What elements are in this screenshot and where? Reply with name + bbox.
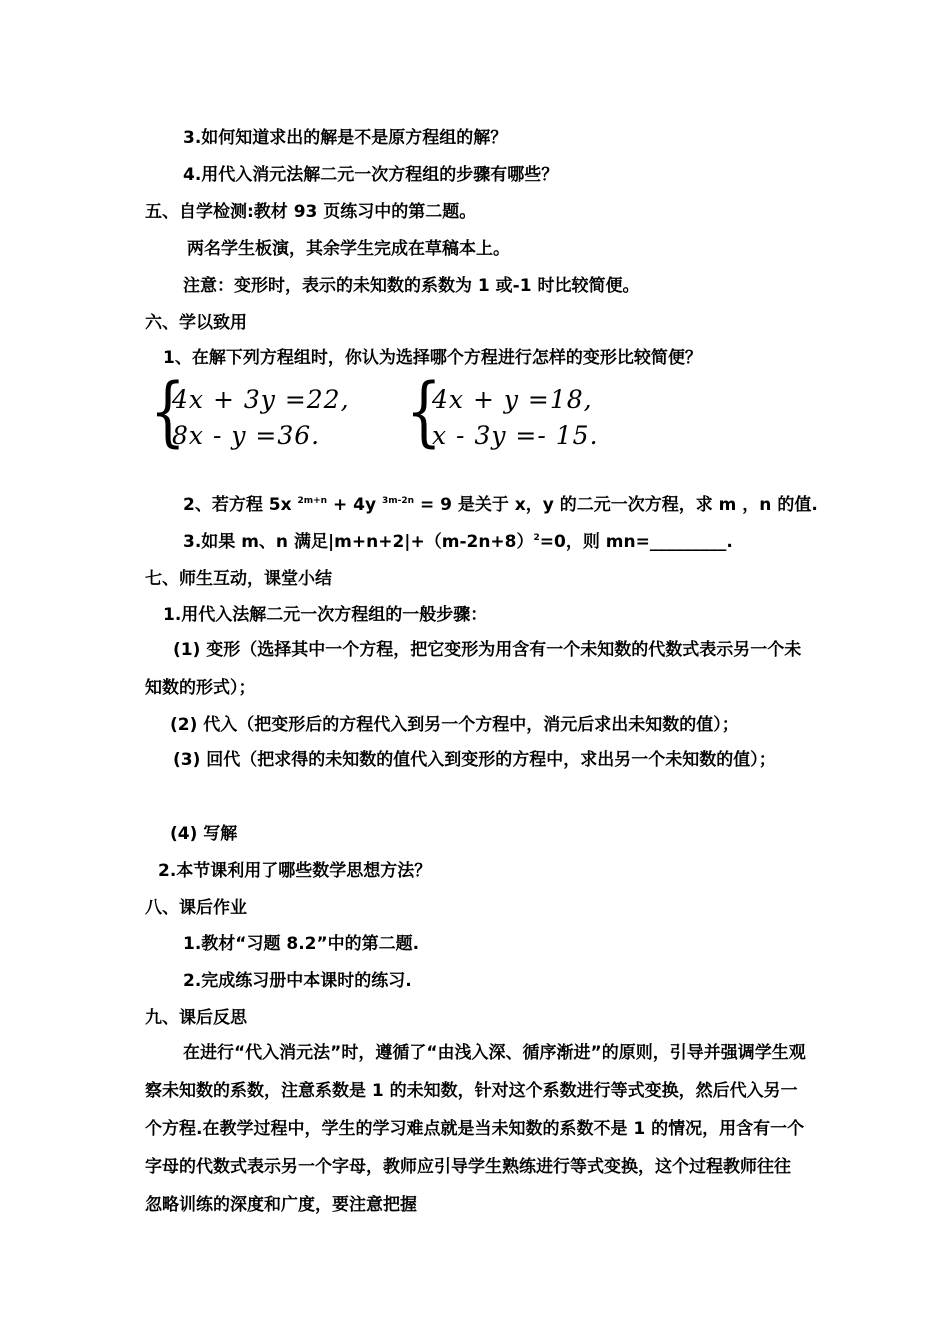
exponent: 2: [533, 533, 540, 543]
system-2-equation-1: 4x + y =18,: [432, 385, 593, 414]
homework-1: 1.教材“习题 8.2”中的第二题.: [183, 934, 420, 954]
step-4: (4) 写解: [170, 824, 238, 844]
section-6-question-1: 1、在解下列方程组时，你认为选择哪个方程进行怎样的变形比较简便？: [163, 348, 702, 368]
section-5-heading: 五、自学检测:教材 93 页练习中的第二题。: [145, 202, 477, 222]
question-3: 3.如何知道求出的解是不是原方程组的解？: [183, 128, 508, 148]
section-7-item-1: 1.用代入法解二元一次方程组的一般步骤：: [163, 605, 488, 625]
section-6-question-3: 3.如果 m、n 满足$|m+n+2|+(m-2n+8)^2=0$，则 mn=_________.: [183, 532, 733, 552]
system-1-equation-1: 4x + 3y =22,: [172, 385, 350, 414]
homework-2: 2.完成练习册中本课时的练习.: [183, 971, 412, 991]
section-7-heading: 七、师生互动，课堂小结: [145, 569, 332, 589]
section-6-question-2: 2、若方程 5x $^{2m+n}$ + 4y $^{3m-2n}$ = 9 是关于 x，y 的二元一次方程，求 m ，n 的值.: [183, 495, 818, 515]
section-5-note: 注意：变形时，表示的未知数的系数为 1 或-1 时比较简便。: [183, 276, 640, 296]
step-2: (2) 代入（把变形后的方程代入到另一个方程中，消元后求出未知数的值）；: [170, 715, 739, 735]
answer-blank: _________: [649, 532, 727, 552]
exponent: 2m+n: [297, 496, 328, 506]
left-brace: {: [406, 368, 442, 456]
exponent: 3m-2n: [381, 496, 415, 506]
section-7-item-2: 2.本节课利用了哪些数学思想方法？: [158, 861, 432, 881]
section-8-heading: 八、课后作业: [145, 898, 247, 918]
equation-systems: [150, 368, 630, 461]
section-5-line-1: 两名学生板演，其余学生完成在草稿本上。: [187, 239, 510, 259]
step-3-paragraph: (3) 回代（把求得的未知数的值代入到变形的方程中，求出另一个未知数的值）；: [173, 750, 776, 770]
question-4: 4.用代入消元法解二元一次方程组的步骤有哪些？: [183, 165, 559, 185]
reflection-paragraph: 在进行“代入消元法”时，遵循了“由浅入深、循序渐进”的原则，引导并强调学生观察未知数的系数，注意系数是 1 的未知数，针对这个系数进行等式变换，然后代入另一个方程.在教学过程中，学生的学习难点就是当未知数的系数不是 1 的情况，用含有一个字母的代数式表示另一个字母，教师应引导学生熟练进行等式变换，这个过程教师往往忽略训练的深度和广度，要注意把握: [145, 1043, 806, 1215]
section-9-heading: 九、课后反思: [145, 1008, 247, 1028]
step-1-paragraph: (1) 变形（选择其中一个方程，把它变形为用含有一个未知数的代数式表示另一个未知数的形式）；: [145, 640, 802, 698]
system-2-equation-2: x - 3y =- 15.: [432, 421, 599, 450]
section-6-heading: 六、学以致用: [145, 313, 247, 333]
left-brace: {: [150, 368, 186, 456]
system-1-equation-2: 8x - y =36.: [172, 421, 321, 450]
